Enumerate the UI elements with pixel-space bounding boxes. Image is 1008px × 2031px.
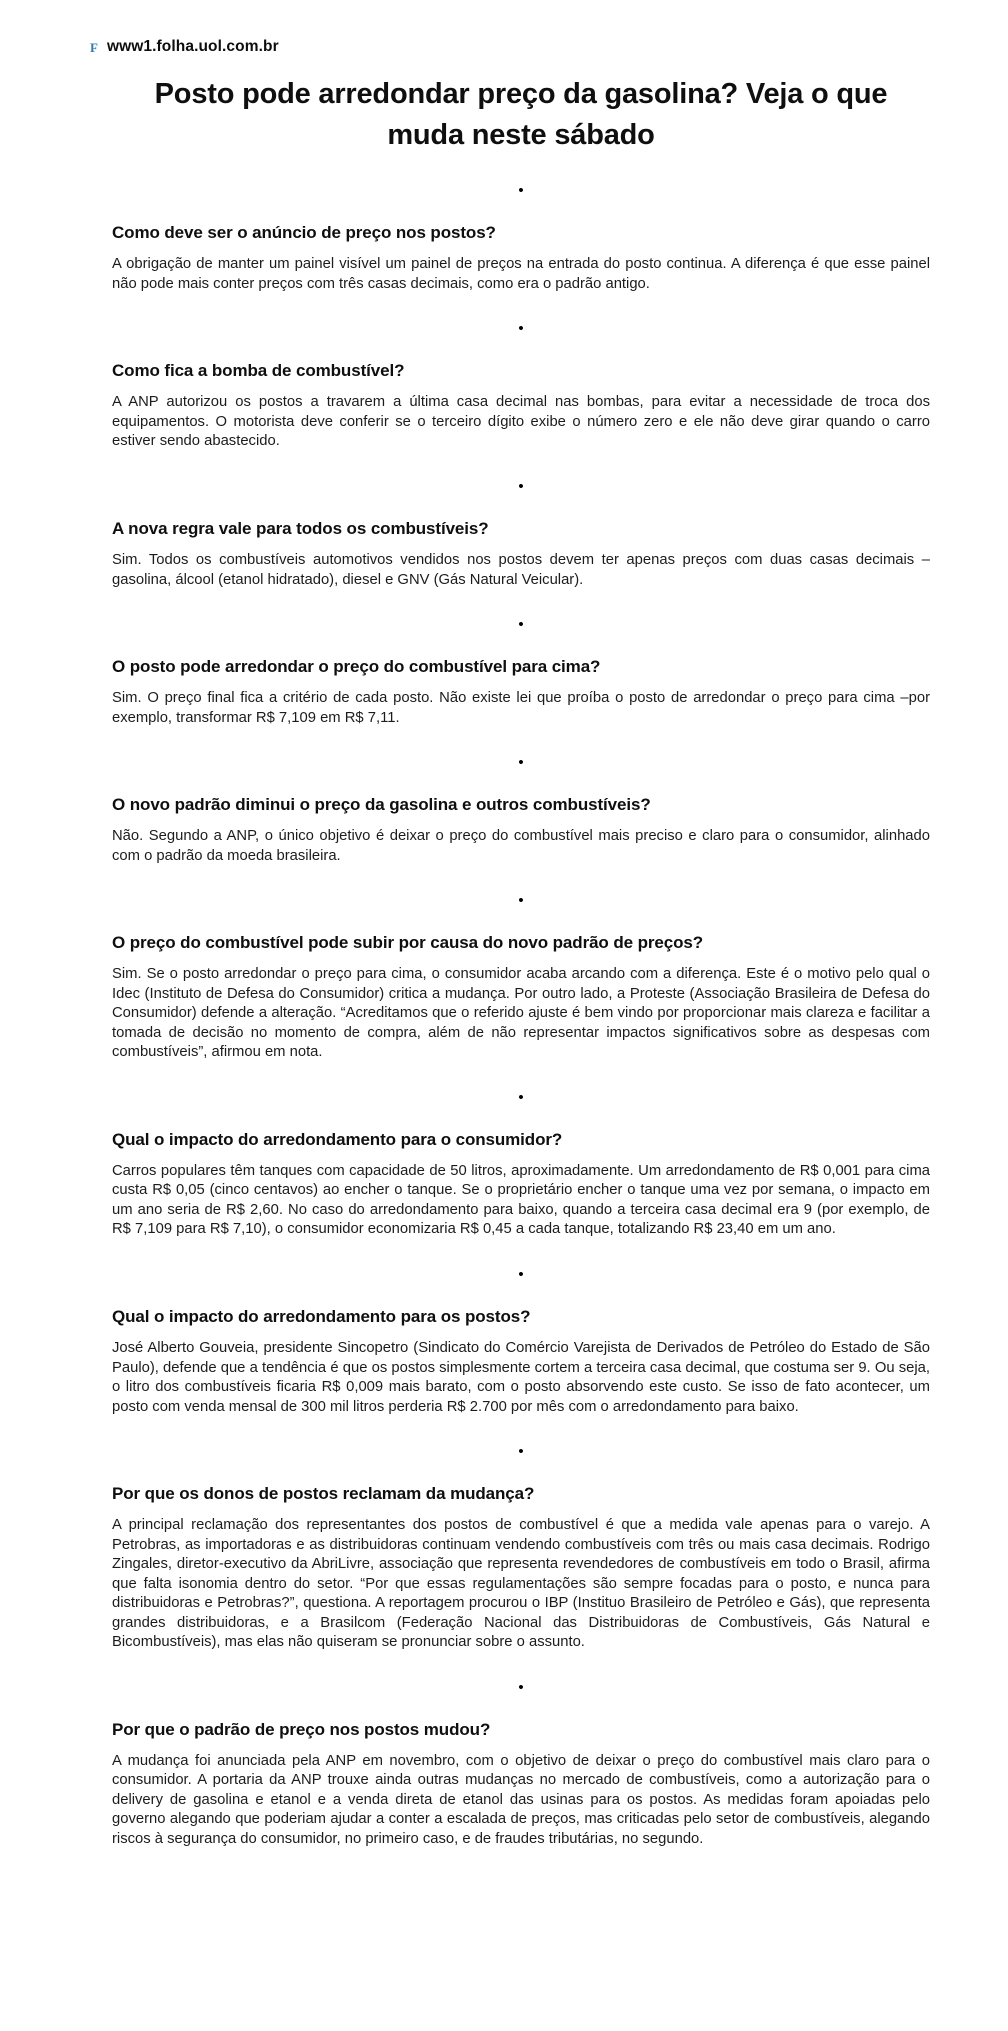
qa-section <box>112 1720 930 1850</box>
answer-paragraph: José Alberto Gouveia, presidente Sincopetro (Sindicato do Comércio Varejista de Derivados de Petróleo do Estado de São Paulo), defende que a tendência é que os postos simplesmente cortem a terceira casa decimal, que costuma ser 9. Ou seja, o litro dos combustíveis ficaria R$ 0,009 mais barato, com o posto absorvendo este custo. Se isso de fato acontecer, um posto com venda mensal de 300 mil litros perderia R$ 2.700 por mês com o arredondamento para baixo. <box>112 1339 930 1415</box>
answer-paragraph: A mudança foi anunciada pela ANP em novembro, com o objetivo de deixar o preço do combustível mais claro para o consumidor. A portaria da ANP trouxe ainda outras mudanças no mercado de combustíveis, como a autorização para o delivery de gasolina e etanol e a venda direta de etanol das usinas para os postos. As medidas foram apoiadas pelo governo alegando que poderiam ajudar a conter a escalada de preços, mas criticadas pelo setor de combustíveis, alegando riscos à segurança do consumidor, no primeiro caso, e de fraudes tributárias, no segundo. <box>112 1752 930 1847</box>
question-heading: O posto pode arredondar o preço do combustível para cima? <box>112 657 601 677</box>
bullet-separator-icon: • <box>518 1678 524 1696</box>
answer-paragraph: Sim. O preço final fica a critério de cada posto. Não existe lei que proíba o posto de arredondar o preço para cima –por exemplo, transformar R$ 7,109 em R$ 7,11. <box>112 690 930 726</box>
bullet-separator-icon: • <box>518 616 524 634</box>
question-heading: A nova regra vale para todos os combustíveis? <box>112 519 489 538</box>
bullet-separator-icon: • <box>518 1088 524 1106</box>
qa-section <box>112 933 930 1063</box>
answer-paragraph: Sim. Todos os combustíveis automotivos vendidos nos postos devem ter apenas preços com duas casas decimais –gasolina, álcool (etanol hidratado), diesel e GNV (Gás Natural Veicular). <box>112 552 930 588</box>
bullet-separator-icon: • <box>518 754 524 772</box>
folha-favicon-icon: F <box>90 39 98 55</box>
question-heading: Qual o impacto do arredondamento para o consumidor? <box>112 1129 563 1149</box>
qa-section <box>112 795 930 866</box>
qa-section <box>112 657 930 728</box>
answer-paragraph: A ANP autorizou os postos a travarem a última casa decimal nas bombas, para evitar a necessidade de troca dos equipamentos. O motorista deve conferir se o terceiro dígito exibe o número zero e ele não deve girar quando o carro estiver sendo abastecido. <box>112 394 930 450</box>
qa-section <box>112 361 930 452</box>
question-heading: O novo padrão diminui o preço da gasolina e outros combustíveis? <box>112 795 651 815</box>
page-title: Posto pode arredondar preço da gasolina? Veja o que muda neste sábado <box>154 78 888 152</box>
question-heading: Por que os donos de postos reclamam da mudança? <box>112 1484 535 1504</box>
bullet-separator-icon: • <box>518 478 524 495</box>
question-heading: Como deve ser o anúncio de preço nos postos? <box>112 223 496 243</box>
question-heading: Qual o impacto do arredondamento para os postos? <box>112 1306 531 1326</box>
site-header <box>90 38 930 56</box>
qa-section <box>112 1307 930 1417</box>
question-heading: O preço do combustível pode subir por causa do novo padrão de preços? <box>112 933 704 953</box>
bullet-separator-icon: • <box>518 1443 524 1461</box>
answer-paragraph: Carros populares têm tanques com capacidade de 50 litros, aproximadamente. Um arredondamento de R$ 0,001 para cima custa R$ 0,05 (cinco centavos) ao encher o tanque. Se o proprietário encher o tanque uma vez por semana, o impacto em um ano seria de R$ 2,60. No caso do arredondamento para baixo, quando a terceira casa decimal era 9 (por exemplo, de R$ 7,109 para R$ 7,10), o consumidor economizaria R$ 0,45 a cada tanque, totalizando R$ 23,40 em um ano. <box>112 1162 930 1238</box>
bullet-separator-icon: • <box>518 892 524 910</box>
qa-section <box>112 223 930 294</box>
qa-section <box>112 1484 930 1653</box>
bullet-separator-icon: • <box>518 182 524 200</box>
qa-section <box>112 1130 930 1240</box>
question-heading: Como fica a bomba de combustível? <box>112 361 405 381</box>
bullet-separator-icon: • <box>518 320 524 338</box>
question-heading: Por que o padrão de preço nos postos mudou? <box>112 1719 491 1739</box>
site-domain: www1.folha.uol.com.br <box>106 38 279 55</box>
answer-paragraph: A principal reclamação dos representantes dos postos de combustível é que a medida vale apenas para o varejo. A Petrobras, as importadoras e as distribuidoras continuam vendendo combustíveis com três ou mais casa decimais. Rodrigo Zingales, diretor-executivo da AbriLivre, associação que representa revendedores de combustíveis em todo o Brasil, afirma que falta isonomia dentro do setor. “Por que essas regulamentações são sempre focadas para o posto, e nunca para distribuidoras e Petrobras?”, questiona. A reportagem procurou o IBP (Instituo Brasileiro de Petróleo e Gás), que representa grandes distribuidoras, e a Brasilcom (Federação Nacional das Distribuidoras de Combustíveis, Gás Natural e Bicombustíveis), mas elas não quiseram se pronunciar sobre o assunto. <box>112 1517 930 1651</box>
bullet-separator-icon: • <box>518 1265 524 1283</box>
answer-paragraph: Sim. Se o posto arredondar o preço para cima, o consumidor acaba arcando com a diferença. Este é o motivo pelo qual o Idec (Instituto de Defesa do Consumidor) critica a mudança. Por outro lado, a Proteste (Associação Brasileira de Defesa do Consumidor) defende a alteração. “Acreditamos que o referido ajuste é bem vindo por proporcionar mais clareza e facilitar a tomada de decisão no momento de compra, além de não representar impactos significativos sobre as despesas com combustíveis”, afirmou em nota. <box>112 966 930 1061</box>
answer-paragraph: Não. Segundo a ANP, o único objetivo é deixar o preço do combustível mais preciso e claro para o consumidor, alinhado com o padrão da moeda brasileira. <box>112 828 930 864</box>
answer-paragraph: A obrigação de manter um painel visível um painel de preços na entrada do posto continua. A diferença é que esse painel não pode mais conter preços com três casas decimais, como era o padrão antigo. <box>112 256 930 292</box>
qa-section <box>112 519 930 590</box>
